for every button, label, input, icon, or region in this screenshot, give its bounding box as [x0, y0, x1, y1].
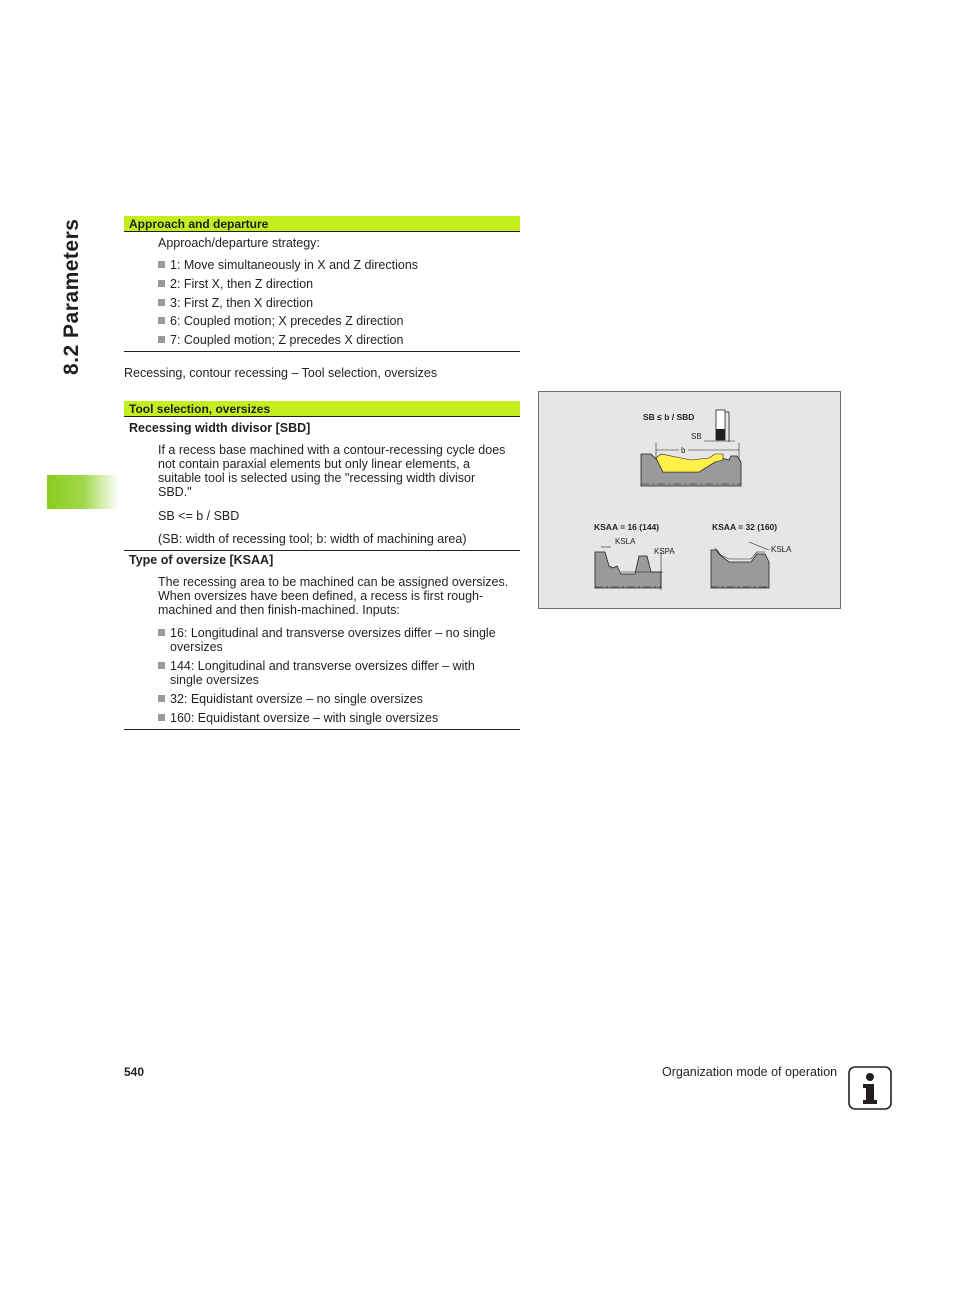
- param-ksaa-line: When oversizes have been defined, a recess is first rough-: [158, 589, 484, 603]
- param-sbd-line: If a recess base machined with a contour-recessing cycle does: [158, 443, 506, 457]
- param-sbd-line: not contain paraxial elements but only linear elements, a: [158, 457, 470, 471]
- section-divider: [124, 351, 520, 352]
- list-item: 32: Equidistant oversize – no single oversizes: [158, 692, 518, 706]
- list-item: 2: First X, then Z direction: [158, 277, 518, 291]
- chapter-side-title: 8.2 Parameters: [60, 218, 83, 375]
- section-caption: Recessing, contour recessing – Tool selection, oversizes: [124, 366, 438, 380]
- label-sb: SB: [691, 432, 702, 441]
- param-sbd-line: suitable tool is selected using the "recessing width divisor: [158, 471, 476, 485]
- param-sbd-formula: SB <= b / SBD: [158, 509, 240, 523]
- footer-chapter: Organization mode of operation: [662, 1065, 838, 1079]
- figure-right-title: KSAA = 32 (160): [712, 522, 778, 532]
- info-icon: [848, 1066, 892, 1110]
- section-header-approach: Approach and departure: [124, 216, 520, 232]
- approach-intro: Approach/departure strategy:: [158, 236, 320, 250]
- figure-left-title: KSAA = 16 (144): [594, 522, 660, 532]
- param-divider: [124, 550, 520, 551]
- list-item: 7: Coupled motion; Z precedes X direction: [158, 333, 518, 347]
- section-divider: [124, 729, 520, 730]
- param-title-sbd: Recessing width divisor [SBD]: [129, 421, 311, 435]
- param-title-ksaa: Type of oversize [KSAA]: [129, 553, 274, 567]
- list-item: 6: Coupled motion; X precedes Z direction: [158, 314, 518, 328]
- section-header-tool-selection: Tool selection, oversizes: [124, 401, 520, 417]
- param-sbd-note: (SB: width of recessing tool; b: width of machining area): [158, 532, 467, 546]
- list-item: 3: First Z, then X direction: [158, 296, 518, 310]
- list-item: 160: Equidistant oversize – with single oversizes: [158, 711, 518, 725]
- param-ksaa-line: machined and then finish-machined. Inputs:: [158, 603, 400, 617]
- list-item: 16: Longitudinal and transverse oversizes differ – no single oversizes: [158, 626, 518, 654]
- param-ksaa-line: The recessing area to be machined can be assigned oversizes.: [158, 575, 509, 589]
- page-number: 540: [124, 1065, 145, 1079]
- list-item: 144: Longitudinal and transverse oversizes differ – with single oversizes: [158, 659, 518, 687]
- label-kspa: KSPA: [654, 547, 675, 556]
- param-sbd-line: SBD.": [158, 485, 192, 499]
- label-b: b: [681, 446, 686, 455]
- list-item: 1: Move simultaneously in X and Z directions: [158, 258, 518, 272]
- label-ksla-right: KSLA: [771, 545, 792, 554]
- recessing-diagram: [538, 391, 841, 609]
- chapter-tab-marker: [47, 475, 119, 509]
- figure-top-formula: SB ≤ b / SBD: [643, 412, 695, 422]
- label-ksla-left: KSLA: [615, 537, 636, 546]
